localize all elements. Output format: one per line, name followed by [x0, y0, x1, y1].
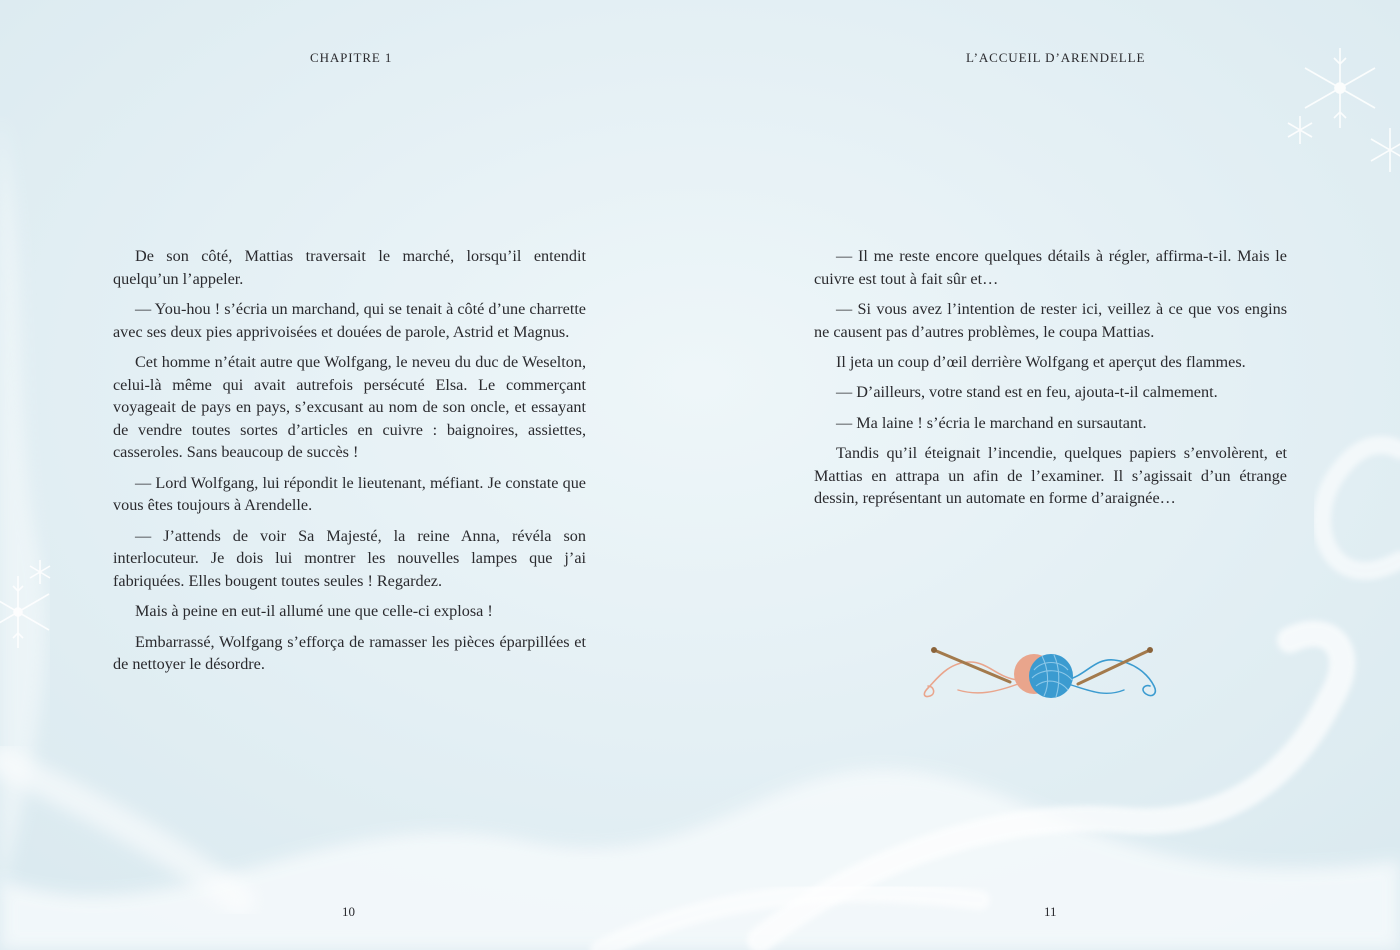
paragraph: Tandis qu’il éteignait l’incendie, quelques papiers s’envolèrent, et Mattias en attrapa un afin de l’examiner. Il s’agissait d’un étrange dessin, représentant un automate en forme d’araignée… — [814, 444, 1287, 508]
page-number: 10 — [342, 904, 355, 919]
paragraph: — Ma laine ! s’écria le marchand en sursautant. — [836, 413, 1147, 432]
running-head: CHAPITRE 1 — [310, 50, 393, 65]
paragraph: — Il me reste encore quelques détails à régler, affirma-t-il. Mais le cuivre est tout à fait sûr et… — [814, 247, 1287, 288]
paragraph: — J’attends de voir Sa Majesté, la reine Anna, révéla son interlocuteur. Je dois lui montrer les nouvelles lampes que j’ai fabriquées. Elles bougent toutes seules ! Regardez. — [113, 526, 586, 590]
page-number: 11 — [1044, 904, 1057, 919]
right-page — [700, 0, 1400, 950]
yarn-ball-knitting-needles-icon — [918, 640, 1163, 706]
body-text — [113, 245, 586, 684]
paragraph: — You-hou ! s’écria un marchand, qui se tenait à côté d’une charrette avec ses deux pies apprivoisées et douées de parole, Astrid et Magnus. — [113, 299, 586, 341]
paragraph: — Lord Wolfgang, lui répondit le lieutenant, méfiant. Je constate que vous êtes toujours à Arendelle. — [113, 473, 586, 515]
paragraph: — Si vous avez l’intention de rester ici, veillez à ce que vos engins ne causent pas d’autres problèmes, le coupa Mattias. — [814, 299, 1287, 341]
paragraph: Il jeta un coup d’œil derrière Wolfgang et aperçut des flammes. — [836, 352, 1246, 371]
paragraph: — D’ailleurs, votre stand est en feu, ajouta-t-il calmement. — [836, 383, 1218, 402]
paragraph: Embarrassé, Wolfgang s’efforça de ramasser les pièces éparpillées et de nettoyer le désordre. — [113, 632, 586, 674]
body-text — [814, 245, 1287, 518]
paragraph: Mais à peine en eut-il allumé une que celle-ci explosa ! — [135, 602, 493, 621]
paragraph: Cet homme n’était autre que Wolfgang, le neveu du duc de Weselton, celui-là même qui avait autrefois persécuté Elsa. Le commerçant voyageait de pays en pays, s’excusant au nom de son oncle, et essayant de vendre toutes sortes d’articles en cuivre : baignoires, assiettes, casseroles. Sans beaucoup de succès ! — [113, 352, 586, 462]
running-head: L’ACCUEIL D’ARENDELLE — [966, 50, 1146, 65]
paragraph: De son côté, Mattias traversait le marché, lorsqu’il entendit quelqu’un l’appeler. — [113, 247, 586, 288]
